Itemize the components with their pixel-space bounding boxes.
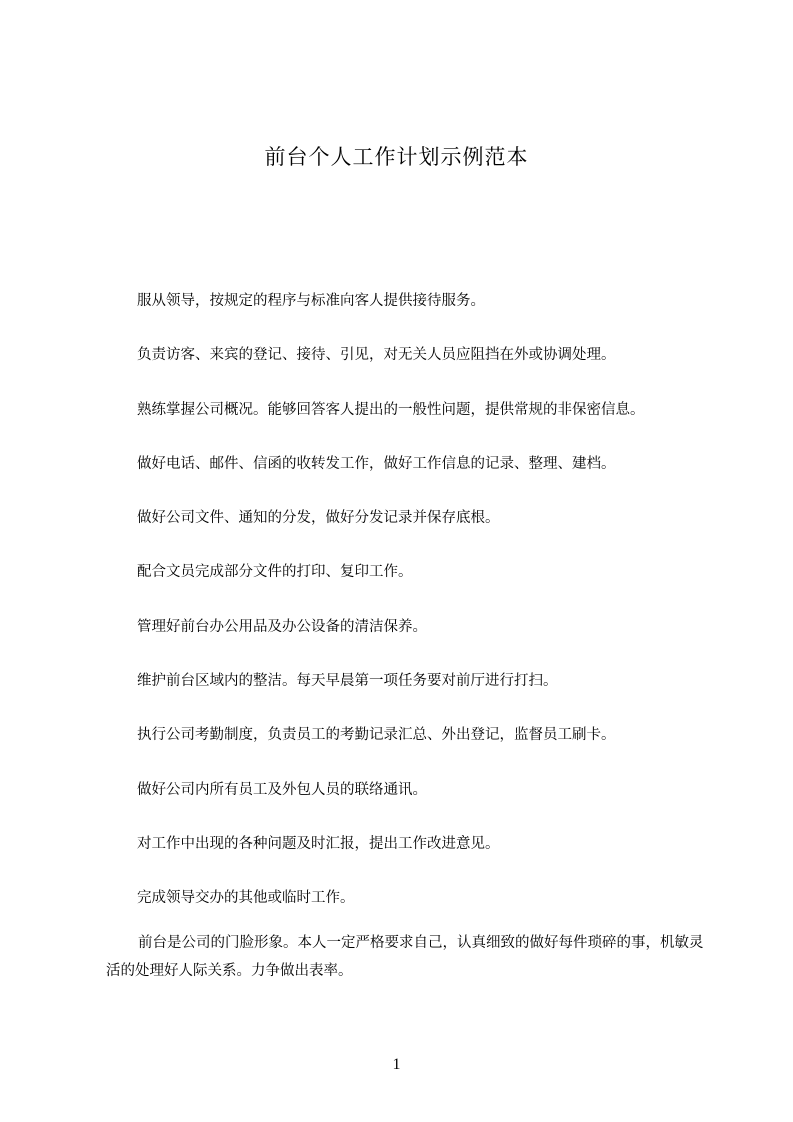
duty-item: 做好公司文件、通知的分发，做好分发记录并保存底根。 — [137, 510, 500, 527]
closing-paragraph: 前台是公司的门脸形象。本人一定严格要求自己，认真细致的做好每件琐碎的事，机敏灵活的处理好人际关系。力争做出表率。 — [106, 935, 704, 979]
duty-item: 做好公司内所有员工及外包人员的联络通讯。 — [137, 781, 427, 798]
duty-list — [137, 291, 645, 943]
duty-item: 做好电话、邮件、信函的收转发工作，做好工作信息的记录、整理、建档。 — [137, 455, 616, 472]
duty-item: 完成领导交办的其他或临时工作。 — [137, 890, 355, 907]
duty-item: 管理好前台办公用品及办公设备的清洁保养。 — [137, 618, 427, 635]
duty-item: 熟练掌握公司概况。能够回答客人提出的一般性问题，提供常规的非保密信息。 — [137, 401, 645, 418]
duty-item: 服从领导，按规定的程序与标准向客人提供接待服务。 — [137, 293, 485, 309]
duty-item: 负责访客、来宾的登记、接待、引见，对无关人员应阻挡在外或协调处理。 — [137, 347, 616, 364]
duty-item: 配合文员完成部分文件的打印、复印工作。 — [137, 564, 413, 581]
page-number: 1 — [392, 1056, 401, 1073]
duty-item: 维护前台区域内的整洁。每天早晨第一项任务要对前厅进行打扫。 — [137, 673, 558, 690]
document-title: 前台个人工作计划示例范本 — [264, 145, 529, 169]
duty-item: 对工作中出现的各种问题及时汇报，提出工作改进意见。 — [137, 835, 500, 852]
duty-item: 执行公司考勤制度，负责员工的考勤记录汇总、外出登记，监督员工刷卡。 — [137, 727, 616, 744]
